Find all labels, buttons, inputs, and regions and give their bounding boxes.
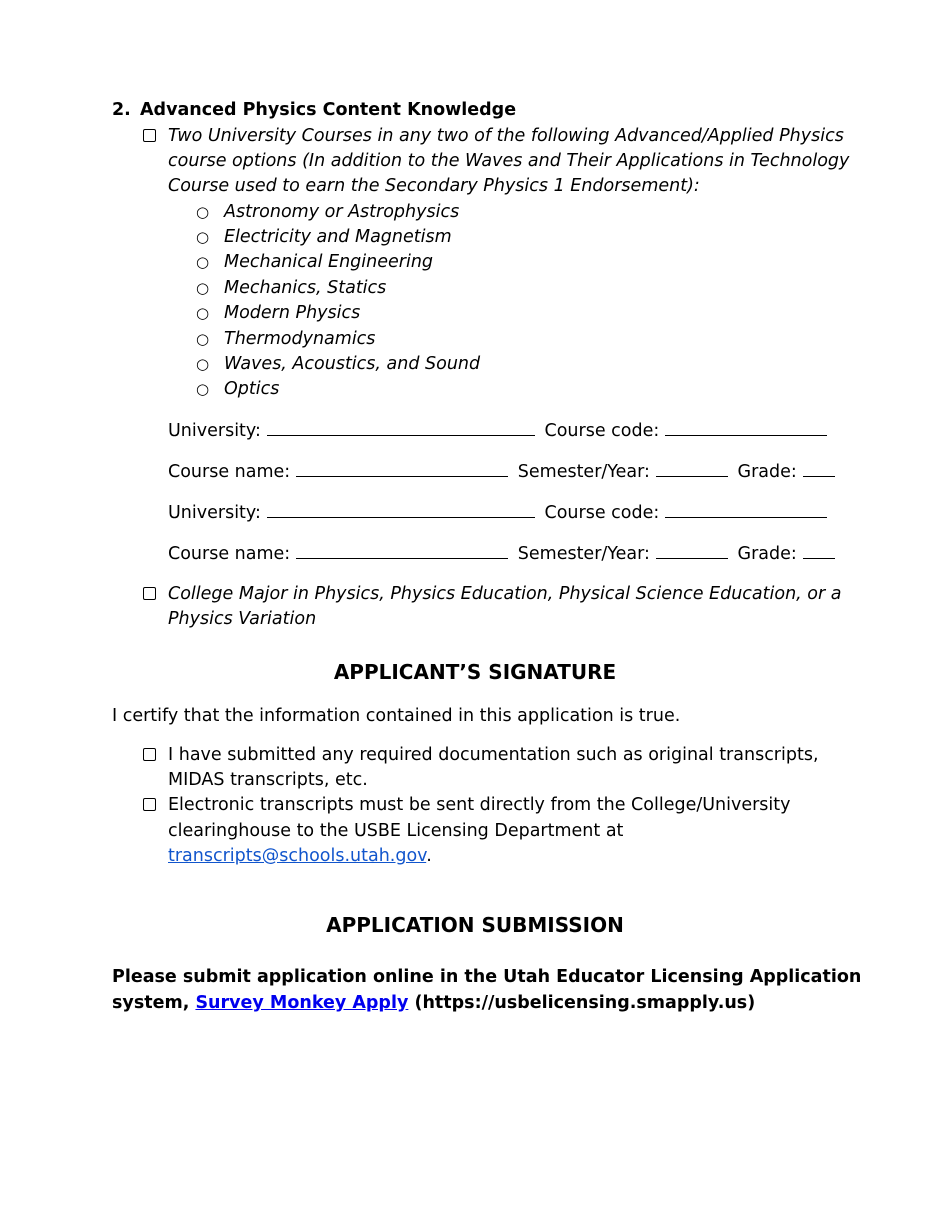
option1-checkbox[interactable] <box>143 129 156 142</box>
university-field[interactable] <box>267 418 535 436</box>
option2-line-2: Physics Variation <box>168 609 317 629</box>
grade-field[interactable] <box>803 459 835 477</box>
section-title: Advanced Physics Content Knowledge <box>140 100 517 120</box>
semester-year-field[interactable] <box>656 541 728 559</box>
course-code-label: Course code: <box>544 421 660 441</box>
transcripts-line-3 <box>168 844 432 869</box>
list-bullet-icon: ○ <box>196 253 210 271</box>
semester-year-field[interactable] <box>656 459 728 477</box>
grade-label: Grade: <box>737 462 797 482</box>
submission-line-1: Please submit application online in the Utah Educator Licensing Application <box>112 967 862 987</box>
list-item: Waves, Acoustics, and Sound <box>224 354 481 374</box>
list-item: Mechanical Engineering <box>224 252 434 272</box>
submission-line-2 <box>112 991 755 1016</box>
grade-label: Grade: <box>737 544 797 564</box>
list-bullet-icon: ○ <box>196 203 210 221</box>
email-period: . <box>426 846 432 866</box>
survey-monkey-apply-link[interactable]: Survey Monkey Apply <box>195 993 409 1013</box>
list-item: Modern Physics <box>224 303 361 323</box>
course-name-label: Course name: <box>168 462 291 482</box>
semester-year-label: Semester/Year: <box>517 544 650 564</box>
signature-heading: APPLICANT’S SIGNATURE <box>333 660 617 684</box>
course-code-field[interactable] <box>665 418 827 436</box>
option1-line-1: Two University Courses in any two of the following Advanced/Applied Physics <box>168 126 844 146</box>
university-field[interactable] <box>267 500 535 518</box>
transcripts-checkbox[interactable] <box>143 798 156 811</box>
list-bullet-icon: ○ <box>196 279 210 297</box>
course2-row-a <box>168 500 827 526</box>
course-code-label: Course code: <box>544 503 660 523</box>
course-name-field[interactable] <box>296 541 508 559</box>
certify-text: I certify that the information contained in this application is true. <box>112 706 681 726</box>
list-bullet-icon: ○ <box>196 228 210 246</box>
course-code-field[interactable] <box>665 500 827 518</box>
list-item: Optics <box>224 379 280 399</box>
documentation-line-2: MIDAS transcripts, etc. <box>168 770 368 790</box>
course-name-field[interactable] <box>296 459 508 477</box>
submission-url: (https://usbelicensing.smapply.us) <box>414 993 756 1013</box>
university-label: University: <box>168 503 261 523</box>
grade-field[interactable] <box>803 541 835 559</box>
submission-heading: APPLICATION SUBMISSION <box>326 913 624 937</box>
course1-row-a <box>168 418 827 444</box>
transcripts-email-link[interactable]: transcripts@schools.utah.gov <box>168 846 427 866</box>
transcripts-line-2: clearinghouse to the USBE Licensing Department at <box>168 821 624 841</box>
documentation-line-1: I have submitted any required documentation such as original transcripts, <box>168 745 819 765</box>
transcripts-line-1: Electronic transcripts must be sent directly from the College/University <box>168 795 791 815</box>
list-item: Electricity and Magnetism <box>224 227 452 247</box>
list-bullet-icon: ○ <box>196 330 210 348</box>
list-bullet-icon: ○ <box>196 355 210 373</box>
documentation-checkbox[interactable] <box>143 748 156 761</box>
list-bullet-icon: ○ <box>196 304 210 322</box>
list-bullet-icon: ○ <box>196 380 210 398</box>
course1-row-b <box>168 459 835 485</box>
option2-line-1: College Major in Physics, Physics Education, Physical Science Education, or a <box>168 584 842 604</box>
list-item: Thermodynamics <box>224 329 376 349</box>
list-item: Astronomy or Astrophysics <box>224 202 460 222</box>
option2-checkbox[interactable] <box>143 587 156 600</box>
section-number: 2. <box>112 100 131 120</box>
list-item: Mechanics, Statics <box>224 278 387 298</box>
semester-year-label: Semester/Year: <box>517 462 650 482</box>
submission-prefix: system, <box>112 993 190 1013</box>
course-name-label: Course name: <box>168 544 291 564</box>
option1-line-3: Course used to earn the Secondary Physics 1 Endorsement): <box>168 176 700 196</box>
university-label: University: <box>168 421 261 441</box>
course2-row-b <box>168 541 835 567</box>
option1-line-2: course options (In addition to the Waves and Their Applications in Technology <box>168 151 850 171</box>
